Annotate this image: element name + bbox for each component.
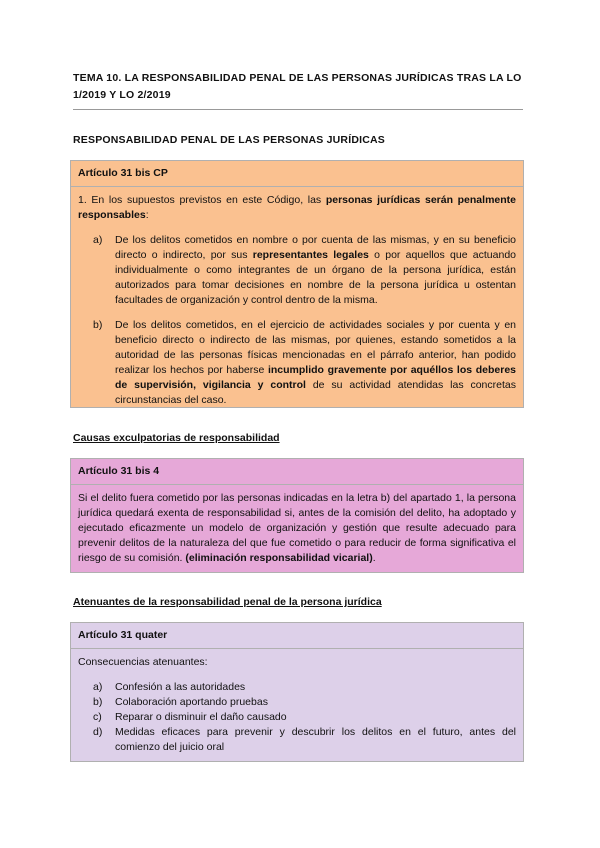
article-31-bis-4-text: Si el delito fuera cometido por las personas indicadas en la letra b) del apartado 1, la persona jurídica quedará exenta de responsabilidad si, antes de la comisión del delito, ha adoptado y ejecutado eficazmente un modelo de organización y gestión que resulte adecuado para prevenir delitos de la naturaleza del que fue cometido o para reducir de forma significativa el riesgo de su comisión. [78,492,516,564]
article-31-bis-4-period: . [372,552,376,564]
list-marker: b) [93,319,103,331]
list-marker: c) [93,711,102,723]
list-item-text: Confesión a las autoridades [115,681,246,693]
list-item [93,318,516,408]
article-31-bis-body [71,187,523,418]
intro-bold-text: personas jurídicas serán penalmente responsables [78,194,516,221]
section-title: RESPONSABILIDAD PENAL DE LAS PERSONAS JURÍDICAS [73,134,385,146]
title-divider [73,109,523,110]
list-item-text: Reparar o disminuir el daño causado [115,711,287,723]
list-item [93,695,516,710]
list-item [93,725,516,755]
list-item-text-end: de su actividad atendidas las concretas circunstancias del caso. [115,379,516,406]
exculpatory-heading: Causas exculpatorias de responsabilidad [73,432,280,444]
article-31-bis-intro [78,193,516,223]
mitigating-heading: Atenuantes de la responsabilidad penal de la persona jurídica [73,596,382,608]
list-item-text: De los delitos cometidos, en el ejercicio de actividades sociales y por cuenta y en beneficio directo o indirecto de las mismas, por quienes, estando sometidos a la autoridad de las personas físicas mencionadas en el párrafo anterior, han podido realizar los hechos por haberse [115,319,516,376]
article-31-bis-4-body [71,485,523,572]
list-marker: b) [93,696,103,708]
article-31-bis-4-heading: Artículo 31 bis 4 [71,459,523,485]
article-31-quater-heading: Artículo 31 quater [71,623,523,649]
list-item-bold: incumplido gravemente por aquéllos los deberes de supervisión, vigilancia y control [115,364,516,391]
article-31-bis-list [78,233,516,408]
article-31-quater-list [78,680,516,755]
list-marker: a) [93,234,103,246]
list-item [93,680,516,695]
list-marker: d) [93,726,103,738]
article-31-quater-intro: Consecuencias atenuantes: [78,656,208,668]
intro-colon: : [145,209,149,221]
list-item-text: De los delitos cometidos en nombre o por cuenta de las mismas, y en su beneficio directo o indirecto, por sus [115,234,516,261]
list-item-text: Colaboración aportando pruebas [115,696,268,708]
document-title: TEMA 10. LA RESPONSABILIDAD PENAL DE LAS PERSONAS JURÍDICAS TRAS LA LO 1/2019 Y LO 2/2019 [73,72,522,101]
list-item-bold: representantes legales [252,249,369,261]
list-marker: a) [93,681,103,693]
list-item-text: Medidas eficaces para prevenir y descubrir los delitos en el futuro, antes del comienzo del juicio oral [115,726,516,753]
intro-text: 1. En los supuestos previstos en este Código, las [78,194,326,206]
article-31-bis-heading: Artículo 31 bis CP [71,161,523,187]
article-31-bis-4-bold: (eliminación responsabilidad vicarial) [185,552,373,564]
article-31-quater-body [71,649,523,761]
article-31-quater-box [70,622,524,762]
article-31-bis-box [70,160,524,408]
list-item [93,710,516,725]
list-item [93,233,516,308]
article-31-bis-4-box [70,458,524,573]
list-item-text-end: o por aquellos que actuando individualmente o como integrantes de un órgano de la persona jurídica, están autorizados para tomar decisiones en nombre de la persona jurídica u ostentan facultades de organización y control dentro de la misma. [115,249,516,306]
